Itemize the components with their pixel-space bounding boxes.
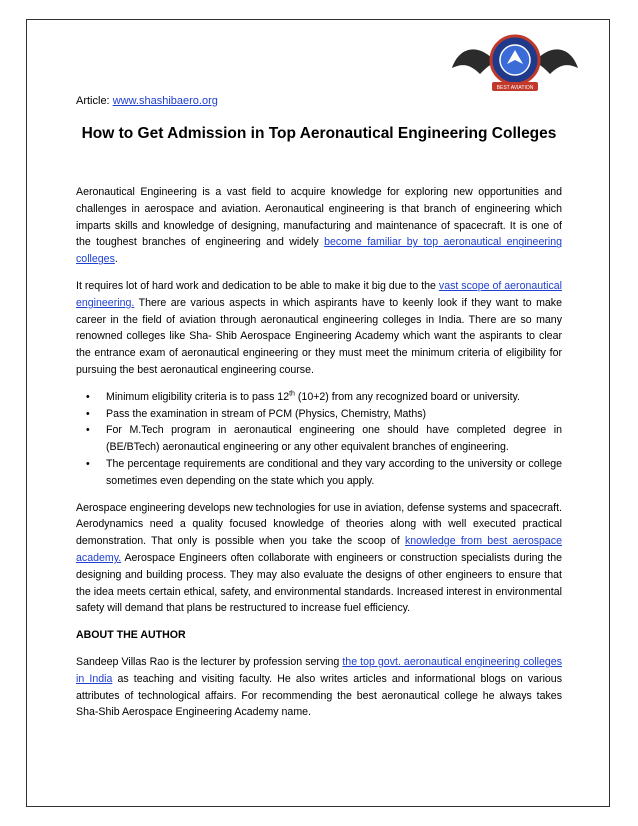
author-link[interactable]: the top govt. aeronautical engineering colleges in India xyxy=(76,655,562,685)
p1-text: Aeronautical Engineering is a vast field to acquire knowledge for exploring new opportunities and challenges in aerospace and aviation. Aeronautical engineering is that branch of engineering which imparts skills and knowledge of designing, manufacturing and maintenance of spacecraft. It is one of the toughest branches of engineering and widely xyxy=(76,186,562,249)
paragraph-aerospace xyxy=(76,500,562,618)
p2-rest: There are various aspects in which aspirants have to keenly look if they want to make career in the field of aviation through aeronautical engineering colleges in India. There are so many renowned colleges like Sha- Shib Aerospace Engineering Academy which want the aspirants to clear the entrance exam of aeronautical engineering or they must meet the minimum criteria of eligibility for pursuing the best aeronautical engineering course. xyxy=(76,296,562,376)
left-wing xyxy=(452,49,492,74)
article-source-line xyxy=(76,95,218,107)
bullet-glyph: • xyxy=(86,424,90,437)
p1-end: . xyxy=(114,253,118,266)
author-heading: ABOUT THE AUTHOR xyxy=(76,629,186,642)
bullet-glyph: • xyxy=(86,457,90,470)
b2-text: Pass the examination in stream of PCM (Physics, Chemistry, Maths) xyxy=(106,407,427,420)
b1-text: Minimum eligibility criteria is to pass 12 xyxy=(106,390,290,403)
b1-text-end: (10+2) from any recognized board or university. xyxy=(294,390,520,403)
bullet-glyph: • xyxy=(86,407,90,420)
author-text-start: Sandeep Villas Rao is the lecturer by profession serving xyxy=(76,655,343,668)
p3-link[interactable]: knowledge from best aerospace academy. xyxy=(76,535,562,564)
p3-rest: Aerospace Engineers often collaborate with engineers or construction specialists during the designing and building process. They may also evaluate the designs of other engineers to ensure that the idea meets certain ethical, safety, and environmental standards. Increased interest in environmental safety will demand that plans be restructured to increase fuel efficiency. xyxy=(76,551,562,615)
p2-start: It requires lot of hard work and dedication to be able to make it big due to the xyxy=(76,279,439,292)
list-item xyxy=(76,422,562,456)
document-title: How to Get Admission in Top Aeronautical Engineering Colleges xyxy=(81,125,557,142)
paragraph-author xyxy=(76,654,562,721)
article-link[interactable]: www.shashibaero.org xyxy=(112,95,218,107)
list-item xyxy=(76,389,562,406)
p1-link[interactable]: become familiar by top aeronautical engineering colleges xyxy=(76,236,562,266)
bullet-glyph: • xyxy=(86,390,90,403)
b4-text: The percentage requirements are conditional and they vary according to the university or college sometimes even depending on the state which you apply. xyxy=(106,457,562,487)
list-item xyxy=(76,406,562,423)
article-label: Article: xyxy=(76,95,110,107)
p3-text: Aerospace engineering develops new technologies for use in aviation, defense systems and spacecraft. Aerodynamics need a quality focused knowledge of theories along with well executed practical demonstration. That only is possible when you take the scoop of xyxy=(76,501,562,548)
academy-logo xyxy=(452,28,578,100)
paragraph-intro xyxy=(76,184,562,268)
b3-text: For M.Tech program in aeronautical engineering one should have completed degree in (BE/BTech) aeronautical engineering or any other equivalent branches of engineering. xyxy=(106,424,562,454)
p2-link[interactable]: vast scope of aeronautical engineering. xyxy=(76,279,562,309)
b1-superscript: th xyxy=(289,390,295,398)
list-item xyxy=(76,456,562,490)
author-text-rest: as teaching and visiting faculty. He also writes articles and informational blogs on various attributes of technological affairs. For recommending the best aeronautical college he always takes Sha-Shib Aerospace Engineering Academy name. xyxy=(76,672,562,719)
right-wing xyxy=(538,49,578,74)
paragraph-requirements xyxy=(76,278,562,379)
document-body xyxy=(76,184,562,731)
logo-ribbon-text: BEST AVIATION xyxy=(496,85,534,91)
eligibility-list xyxy=(76,389,562,490)
